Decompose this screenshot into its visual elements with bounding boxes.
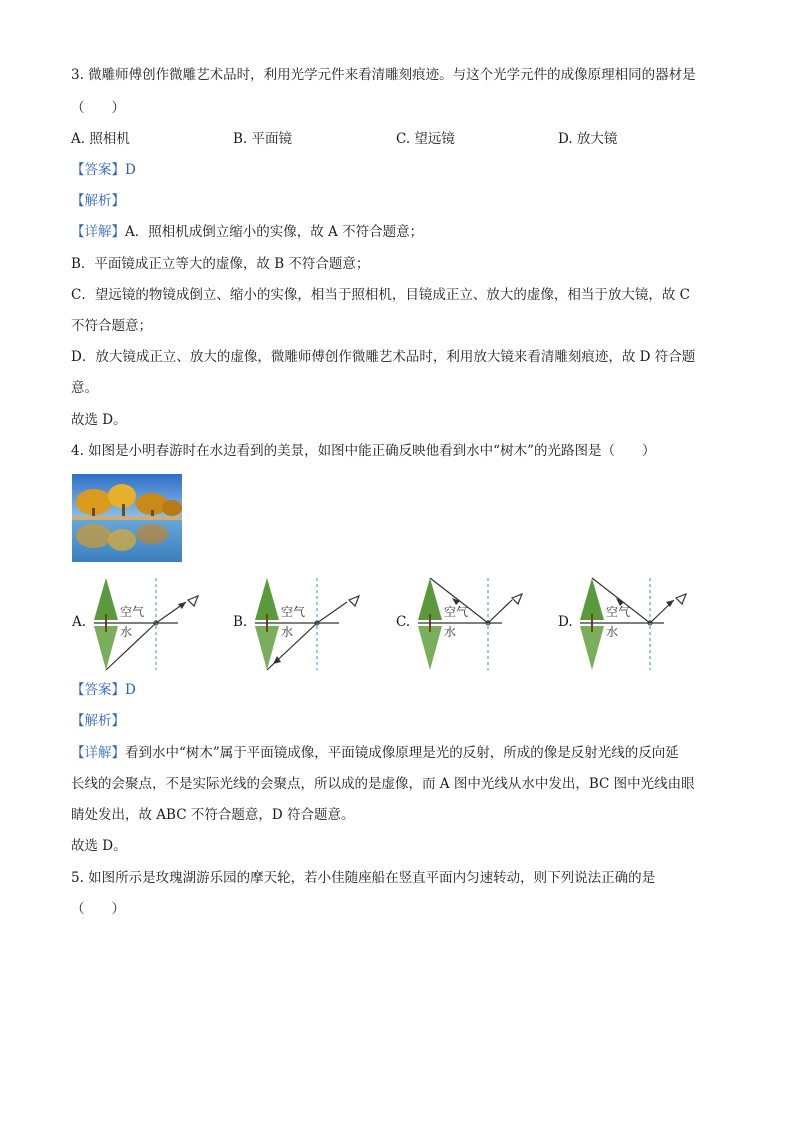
q5-stem-line2: （ ） <box>71 901 125 917</box>
eye-icon <box>676 594 686 604</box>
tree-icon <box>418 578 442 670</box>
air-label: 空气 <box>281 605 306 619</box>
diagram-label-c: C. <box>396 614 411 630</box>
diagram-label-d: D. <box>558 614 573 630</box>
q4-choose: 故选 D。 <box>71 838 127 854</box>
q3-detail-b: B．平面镜成正立等大的虚像，故 B 不符合题意； <box>71 256 370 272</box>
q4-detail1-text: 看到水中“树木”属于平面镜成像，平面镜成像原理是光的反射，所成的像是反射光线的反向延 <box>125 745 679 761</box>
q3-detail-c2: 不符合题意； <box>71 318 152 334</box>
q3-detail-d1: D．放大镜成正立、放大的虚像，微雕师傅创作微雕艺术品时，利用放大镜来看清雕刻痕迹，故 D 符合题 <box>71 349 696 365</box>
air-label: 空气 <box>606 605 631 619</box>
q4-answer: 【答案】D <box>71 682 136 698</box>
diagram-b <box>249 574 379 674</box>
tree-icon <box>94 578 118 670</box>
q3-detail-d2: 意。 <box>71 380 98 396</box>
diagram-c <box>412 574 542 674</box>
q3-stem-line1: 3. 微雕师傅创作微雕艺术品时，利用光学元件来看清雕刻痕迹。与这个光学元件的成像原理相同的器材是 <box>71 67 696 83</box>
tree-icon <box>580 578 604 670</box>
q3-analysis-title: 【解析】 <box>71 193 125 209</box>
air-label: 空气 <box>120 605 145 619</box>
q3-stem-line2: （ ） <box>71 100 125 116</box>
q4-stem: 4. 如图是小明春游时在水边看到的美景，如图中能正确反映他看到水中“树木”的光路图是（ ） <box>71 443 656 459</box>
q3-choose: 故选 D。 <box>71 412 127 428</box>
q5-stem-line1: 5. 如图所示是玫瑰湖游乐园的摩天轮，若小佳随座船在竖直平面内匀速转动，则下列说法正确的是 <box>71 870 656 886</box>
q4-detail-tag: 【详解】 <box>71 745 125 761</box>
q4-detail2: 长线的会聚点，不是实际光线的会聚点，所以成的是虚像，而 A 图中光线从水中发出，BC 图中光线由眼 <box>71 776 695 792</box>
air-label: 空气 <box>444 605 469 619</box>
q3-option-b: B. 平面镜 <box>233 131 293 147</box>
diagram-a <box>88 574 218 674</box>
eye-icon <box>349 596 359 606</box>
q3-option-c: C. 望远镜 <box>396 131 455 147</box>
q3-answer: 【答案】D <box>71 162 136 178</box>
q3-detail-a <box>71 223 423 241</box>
diagram-d <box>574 574 704 674</box>
water-label: 水 <box>444 625 457 639</box>
q3-option-a: A. 照相机 <box>71 131 130 147</box>
q4-analysis-title: 【解析】 <box>71 713 125 729</box>
q3-detail-a-text: A．照相机成倒立缩小的实像，故 A 不符合题意； <box>125 224 424 240</box>
lake-photo <box>72 474 182 562</box>
q3-detail-c1: C．望远镜的物镜成倒立、缩小的实像，相当于照相机，目镜成正立、放大的虚像，相当于放大镜，故 C <box>71 287 690 303</box>
diagram-label-b: B. <box>233 614 248 630</box>
eye-icon <box>188 596 198 606</box>
q3-detail-tag: 【详解】 <box>71 224 125 240</box>
eye-icon <box>512 594 522 604</box>
water-label: 水 <box>120 625 133 639</box>
diagram-label-a: A. <box>72 614 87 630</box>
water-label: 水 <box>606 625 619 639</box>
q4-detail3: 睛处发出，故 ABC 不符合题意，D 符合题意。 <box>71 807 355 823</box>
q3-option-d: D. 放大镜 <box>558 131 618 147</box>
q4-detail1 <box>71 744 679 762</box>
water-label: 水 <box>281 625 294 639</box>
tree-icon <box>255 578 279 670</box>
